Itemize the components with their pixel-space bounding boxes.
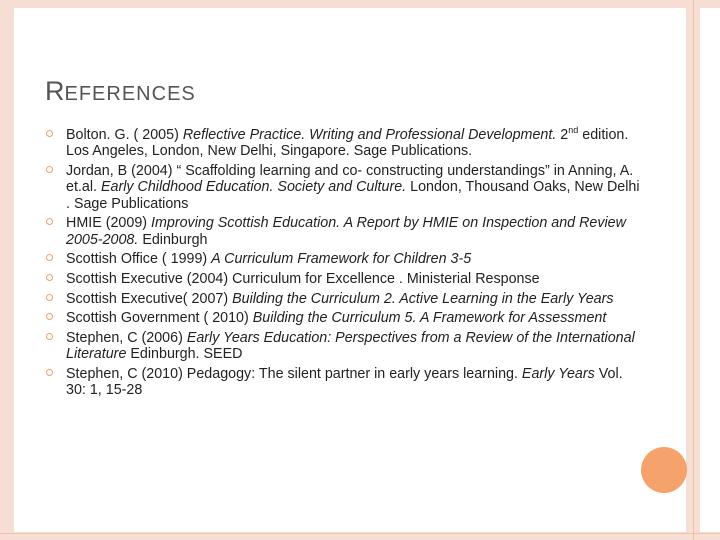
bullet-circle-icon — [46, 369, 53, 376]
title-first-letter: R — [45, 76, 65, 106]
reference-item — [46, 310, 646, 326]
reference-text: Building the Curriculum 2. Active Learning in the Early Years — [232, 290, 614, 307]
reference-text: Bolton. G. ( 2005) — [66, 127, 183, 143]
reference-item — [46, 127, 646, 160]
reference-text: Early Years — [521, 365, 595, 382]
reference-item — [46, 251, 646, 267]
decorative-circle — [641, 447, 687, 493]
reference-text: Jordan, B (2004) “ Scaffolding learning and co- constructing understandings” in Anning, A. et.al. — [66, 162, 634, 196]
reference-text: A Curriculum Framework for Children 3-5 — [211, 251, 472, 268]
reference-text: Reflective Practice. Writing and Professional Development. — [182, 127, 557, 143]
slide-title — [45, 77, 196, 108]
reference-text: nd — [568, 125, 579, 136]
reference-list — [46, 127, 646, 402]
reference-text: Scottish Office ( 1999) — [66, 251, 212, 268]
border-line-horizontal — [0, 533, 720, 534]
reference-text: Scottish Executive( 2007) — [66, 290, 233, 307]
bullet-circle-icon — [46, 313, 53, 320]
bullet-circle-icon — [46, 274, 53, 281]
reference-text: HMIE (2009) — [66, 215, 152, 232]
slide-border-left — [0, 0, 14, 540]
reference-text: Early Years Education: Perspectives from a Review of the International Literature — [66, 330, 635, 363]
border-line-vertical — [693, 0, 694, 540]
title-rest: EFERENCES — [64, 83, 196, 105]
bullet-circle-icon — [46, 294, 53, 301]
reference-text: Scottish Government ( 2010) — [66, 310, 253, 327]
reference-item — [46, 215, 646, 248]
bullet-circle-icon — [46, 166, 53, 173]
reference-text: Vol. 30: 1, 15-28 — [66, 365, 623, 399]
reference-text: Edinburgh — [138, 231, 208, 248]
reference-item — [46, 330, 646, 363]
reference-text: Building the Curriculum 5. A Framework for Assessment — [252, 310, 607, 327]
reference-text: Stephen, C (2010) Pedagogy: The silent partner in early years learning. — [66, 365, 522, 382]
bullet-circle-icon — [46, 254, 53, 261]
reference-text: Improving Scottish Education. A Report by HMIE on Inspection and Review 2005-2008. — [66, 215, 626, 248]
bullet-circle-icon — [46, 130, 53, 137]
bullet-circle-icon — [46, 218, 53, 225]
reference-text: Scottish Executive (2004) Curriculum for Excellence . Ministerial Response — [66, 270, 540, 287]
reference-text: Edinburgh. SEED — [126, 346, 243, 363]
reference-text: Early Childhood Education. Society and Culture. — [100, 179, 407, 196]
slide-border-top — [0, 0, 720, 8]
reference-item — [46, 291, 646, 307]
reference-item — [46, 271, 646, 287]
reference-item — [46, 366, 646, 399]
reference-text: edition. Los Angeles, London, New Delhi, Singapore. Sage Publications. — [66, 127, 629, 160]
reference-text: Stephen, C (2006) — [66, 330, 187, 346]
reference-text: 2 — [556, 127, 569, 143]
bullet-circle-icon — [46, 333, 53, 340]
reference-item — [46, 163, 646, 212]
reference-text: London, Thousand Oaks, New Delhi . Sage Publications — [66, 179, 640, 212]
